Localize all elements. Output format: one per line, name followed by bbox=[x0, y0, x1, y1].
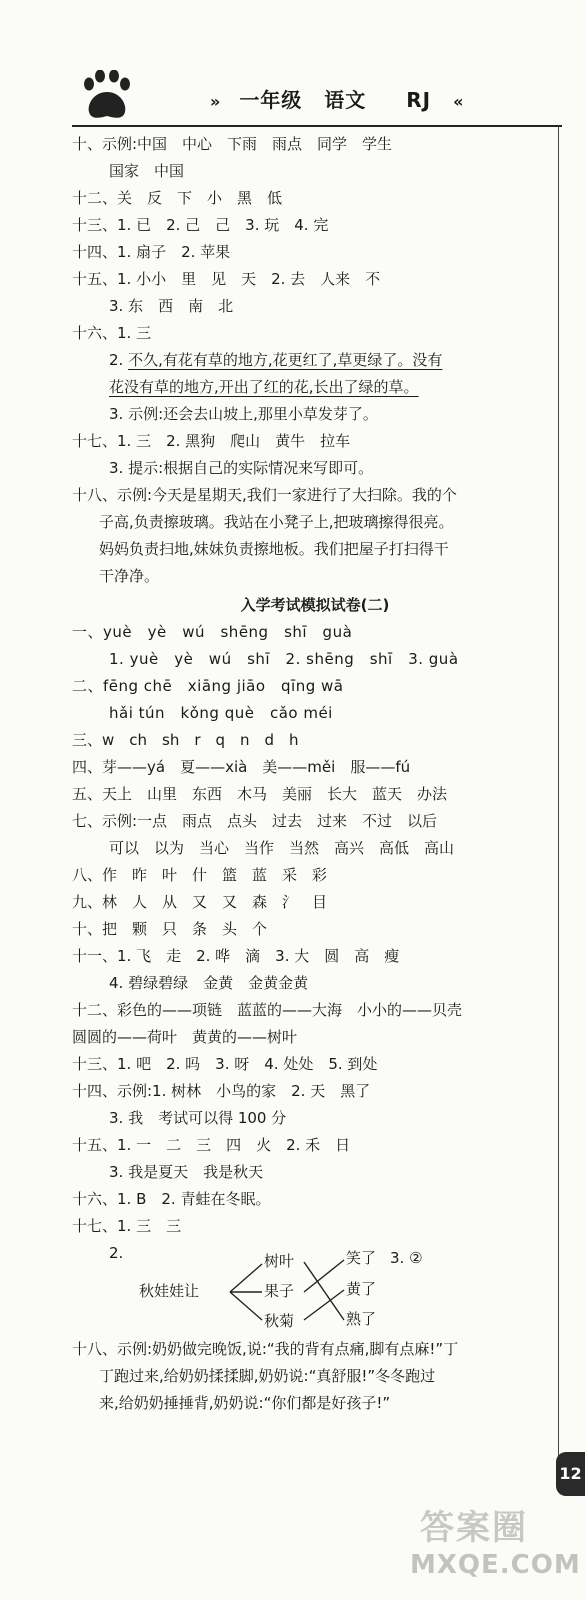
answer-line: 四、芽——yá 夏——xià 美——měi 服——fú bbox=[72, 758, 411, 776]
answer-line: 十五、1. 小小 里 见 天 2. 去 人来 不 bbox=[72, 270, 381, 288]
matching-diagram bbox=[72, 1240, 558, 1336]
answer-line: 十三、1. 吧 2. 吗 3. 呀 4. 处处 5. 到处 bbox=[72, 1055, 378, 1073]
header-title bbox=[196, 84, 474, 113]
answer-line: 干净净。 bbox=[99, 567, 160, 585]
diagram-left-item: 果子 bbox=[264, 1282, 295, 1300]
answer-line: 十七、1. 三 三 bbox=[72, 1217, 182, 1235]
answer-line: 国家 中国 bbox=[109, 162, 185, 180]
answer-line: 十二、关 反 下 小 黑 低 bbox=[72, 189, 283, 207]
diagram-right-item: 黄了 bbox=[346, 1280, 377, 1298]
answer-line: 3. 示例:还会去山坡上,那里小草发芽了。 bbox=[109, 405, 378, 423]
answer-line: 3. 提示:根据自己的实际情况来写即可。 bbox=[109, 459, 374, 477]
underlined-answer: 不久,有花有草的地方,花更红了,草更绿了。没有 bbox=[128, 351, 443, 369]
diagram-number: 2. bbox=[109, 1244, 124, 1262]
answer-line: 十五、1. 一 二 三 四 火 2. 禾 日 bbox=[72, 1136, 351, 1154]
answer-line: 十、把 颗 只 条 头 个 bbox=[72, 920, 268, 938]
answer-line: 十六、1. 三 bbox=[72, 324, 152, 342]
section-title: 入学考试模拟试卷(二) bbox=[240, 596, 390, 614]
answer-line: 1. yuè yè wú shī 2. shēng shī 3. guà bbox=[109, 650, 459, 668]
answer-line: 4. 碧绿碧绿 金黄 金黄金黄 bbox=[109, 974, 309, 992]
answer-line: 八、作 昨 叶 什 篮 蓝 采 彩 bbox=[72, 866, 328, 884]
answer-line: 九、林 人 从 又 又 森 氵 目 bbox=[72, 893, 328, 911]
answer-line: 3. 我 考试可以得 100 分 bbox=[109, 1109, 287, 1127]
diagram-right-item: 笑了 bbox=[346, 1249, 377, 1267]
page-header bbox=[0, 60, 585, 140]
header-rule bbox=[72, 125, 562, 127]
answer-line: 十七、1. 三 2. 黑狗 爬山 黄牛 拉车 bbox=[72, 432, 351, 450]
answer-line: 十四、1. 扇子 2. 苹果 bbox=[72, 243, 231, 261]
diagram-source: 秋娃娃让 bbox=[139, 1282, 200, 1300]
answer-content bbox=[72, 131, 558, 1417]
page-number-tab: 12 bbox=[556, 1452, 585, 1496]
answer-line: hǎi tún kǒng què cǎo méi bbox=[109, 704, 333, 722]
answer-line: 十三、1. 已 2. 己 己 3. 玩 4. 完 bbox=[72, 216, 329, 234]
subject-label: 语文 bbox=[324, 88, 367, 112]
arrow-right: « bbox=[453, 92, 461, 111]
answer-line: 十一、1. 飞 走 2. 哗 滴 3. 大 圆 高 瘦 bbox=[72, 947, 400, 965]
answer-line: 子高,负责擦玻璃。我站在小凳子上,把玻璃擦得很亮。 bbox=[99, 513, 454, 531]
answer-line: 丁跑过来,给奶奶揉揉脚,奶奶说:“真舒服!”冬冬跑过 bbox=[99, 1367, 436, 1385]
answer-line: 一、yuè yè wú shēng shī guà bbox=[72, 623, 353, 641]
answer-line: 3. 东 西 南 北 bbox=[109, 297, 234, 315]
side-rule bbox=[558, 126, 559, 1456]
underlined-answer: 花没有草的地方,开出了红的花,长出了绿的草。 bbox=[109, 378, 419, 396]
grade-label: 一年级 bbox=[239, 88, 303, 112]
paw-icon bbox=[80, 70, 134, 122]
answer-line: 十、示例:中国 中心 下雨 雨点 同学 学生 bbox=[72, 135, 393, 153]
answer-line: 五、天上 山里 东西 木马 美丽 长大 蓝天 办法 bbox=[72, 785, 448, 803]
answer-line: 十八、示例:奶奶做完晚饭,说:“我的背有点痛,脚有点麻!”丁 bbox=[72, 1340, 459, 1358]
watermark-url: MXQE.COM bbox=[410, 1550, 581, 1580]
answer-line: 二、fēng chē xiāng jiāo qīng wā bbox=[72, 677, 344, 695]
answer-line: 七、示例:一点 雨点 点头 过去 过来 不过 以后 bbox=[72, 812, 438, 830]
answer-line: 十八、示例:今天是星期天,我们一家进行了大扫除。我的个 bbox=[72, 486, 457, 504]
answer-line: 圆圆的——荷叶 黄黄的——树叶 bbox=[72, 1028, 298, 1046]
answer-number: 2. bbox=[109, 351, 129, 369]
answer-line: 三、w ch sh r q n d h bbox=[72, 731, 299, 749]
answer-line: 十四、示例:1. 树林 小鸟的家 2. 天 黑了 bbox=[72, 1082, 371, 1100]
answer-line: 十六、1. B 2. 青蛙在冬眠。 bbox=[72, 1190, 271, 1208]
arrow-left: » bbox=[210, 92, 218, 111]
diagram-extra: 3. ② bbox=[390, 1249, 423, 1267]
answer-line: 妈妈负责扫地,妹妹负责擦地板。我们把屋子打扫得干 bbox=[99, 540, 449, 558]
watermark-logo: 答案圈 bbox=[420, 1508, 528, 1548]
answer-line: 来,给奶奶捶捶背,奶奶说:“你们都是好孩子!” bbox=[99, 1394, 391, 1412]
diagram-left-item: 树叶 bbox=[264, 1252, 295, 1270]
answer-line: 可以 以为 当心 当作 当然 高兴 高低 高山 bbox=[109, 839, 455, 857]
diagram-right-item: 熟了 bbox=[346, 1310, 377, 1328]
diagram-left-item: 秋菊 bbox=[264, 1312, 295, 1330]
answer-line: 3. 我是夏天 我是秋天 bbox=[109, 1163, 264, 1181]
answer-line: 十二、彩色的——项链 蓝蓝的——大海 小小的——贝壳 bbox=[72, 1001, 463, 1019]
edition-label: RJ bbox=[406, 88, 432, 112]
